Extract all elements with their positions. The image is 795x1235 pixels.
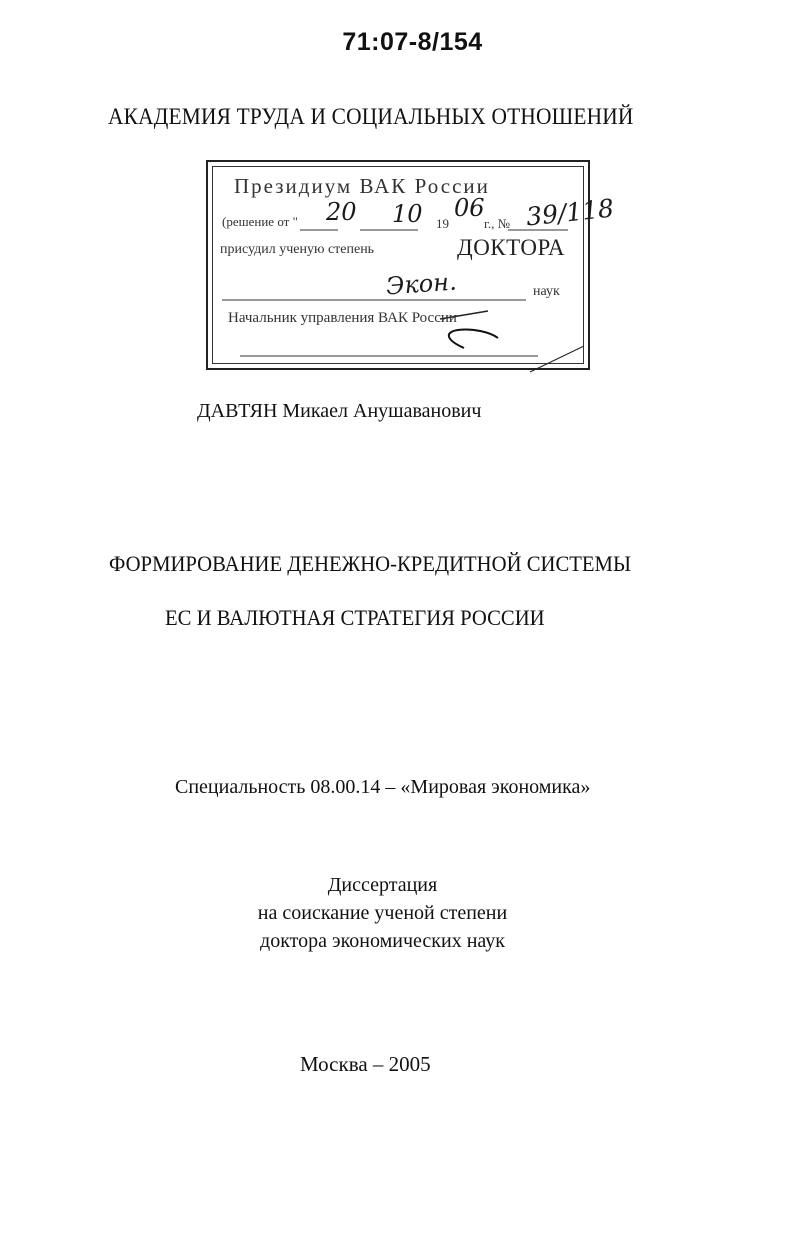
stamp-degree: ДОКТОРА bbox=[457, 235, 565, 260]
stamp-title: Президиум ВАК России bbox=[234, 174, 490, 198]
catalog-number: 71:07-8/154 bbox=[342, 28, 483, 56]
stamp-field-handwritten: Экон. bbox=[385, 267, 458, 301]
stamp-decision-month: 10 bbox=[392, 200, 423, 228]
institution-name: АКАДЕМИЯ ТРУДА И СОЦИАЛЬНЫХ ОТНОШЕНИЙ bbox=[108, 104, 634, 129]
thesis-title-line-2: ЕС И ВАЛЮТНАЯ СТРАТЕГИЯ РОССИИ bbox=[165, 605, 545, 630]
stamp-decision-number: 39/118 bbox=[524, 193, 616, 232]
vak-stamp bbox=[206, 160, 616, 370]
stamp-decision-prefix: (решение от " bbox=[222, 214, 298, 229]
stamp-decision-day: 20 bbox=[326, 198, 357, 226]
dissertation-line-1: Диссертация bbox=[327, 874, 438, 896]
stamp-decision-year-prefix: 19 bbox=[436, 216, 449, 231]
stamp-sciences: наук bbox=[533, 284, 560, 299]
city-year: Москва – 2005 bbox=[300, 1052, 431, 1076]
stamp-chief: Начальник управления ВАК России bbox=[228, 310, 457, 326]
stamp-slash bbox=[530, 346, 584, 372]
signature-mark bbox=[449, 329, 498, 348]
stamp-decision-year: 06 bbox=[454, 194, 485, 222]
author-name: ДАВТЯН Микаел Анушаванович bbox=[197, 400, 482, 422]
stamp-awarded-text: присудил ученую степень bbox=[220, 242, 375, 257]
dissertation-line-2: на соискание ученой степени bbox=[257, 902, 508, 924]
dissertation-line-3: доктора экономических наук bbox=[260, 930, 505, 952]
stamp-decision-year-suffix: г., № bbox=[484, 216, 511, 231]
specialty: Специальность 08.00.14 – «Мировая экономика» bbox=[175, 776, 591, 798]
thesis-title-line-1: ФОРМИРОВАНИЕ ДЕНЕЖНО-КРЕДИТНОЙ СИСТЕМЫ bbox=[109, 551, 632, 576]
